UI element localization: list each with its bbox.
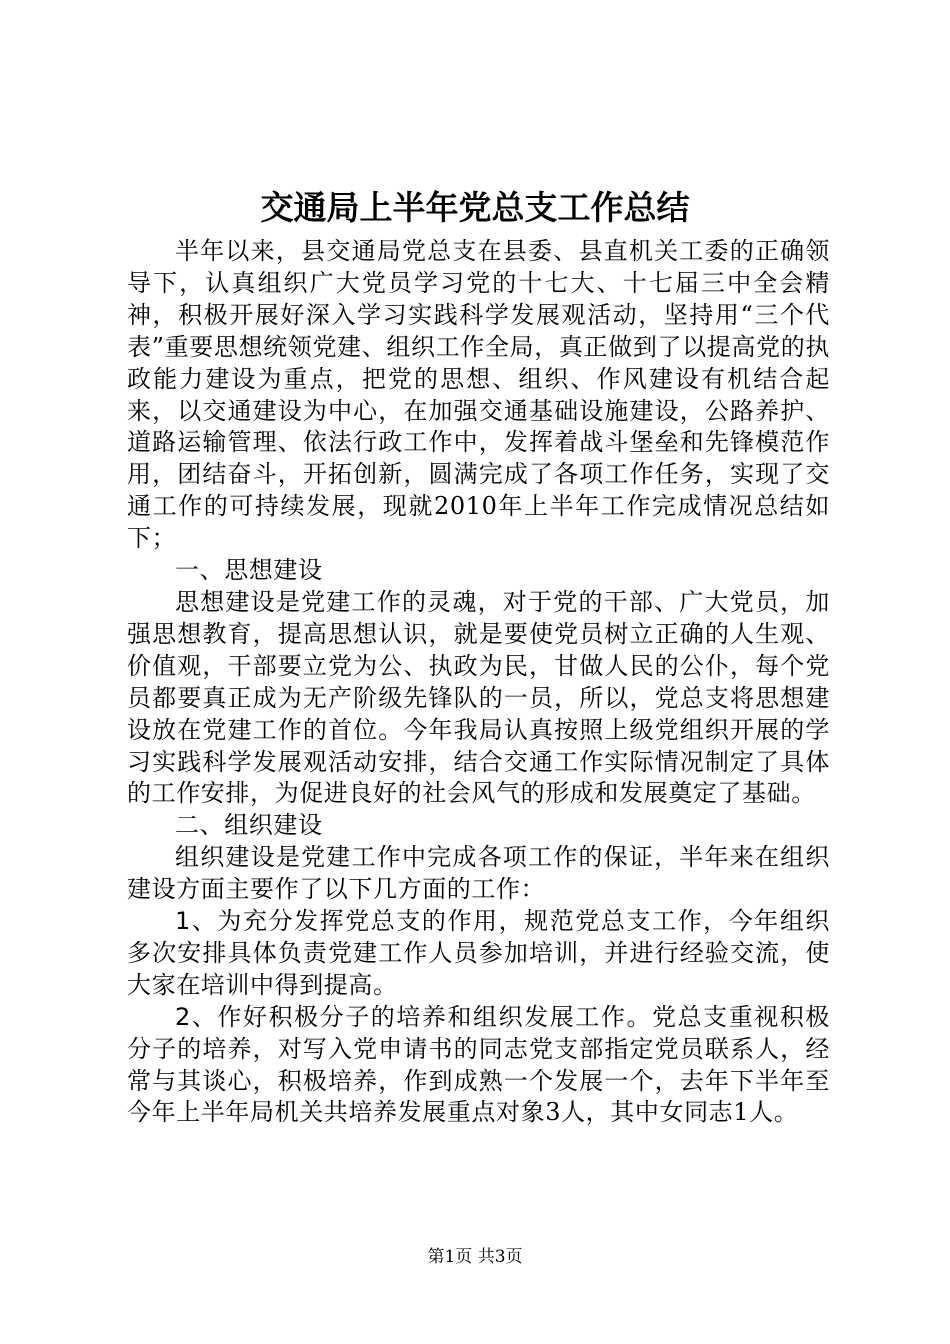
document-title: 交通局上半年党总支工作总结 [260,188,690,227]
section-paragraph-organization: 组织建设是党建工作中完成各项工作的保证，半年来在组织建设方面主要作了以下几方面的工作： [127,843,830,904]
page-number-footer: 第1页 共3页 [427,1247,523,1267]
list-item-activists-body: 党总支重视积极分子的培养，对写入党申请书的同志党支部指定党员联系人，经常与其谈心，积极培养，作到成熟一个发展一个，去年下半年至今年上半年局机关共培养发展重点对象3人，其中女同志1人。 [127,1002,831,1127]
section-paragraph-ideology: 思想建设是党建工作的灵魂，对于党的干部、广大党员，加强思想教育，提高思想认识，就是要使党员树立正确的人生观、价值观，干部要立党为公、执政为民，甘做人民的公仆，每个党员都要真正成为无产阶级先锋队的一员，所以，党总支将思想建设放在党建工作的首位。今年我局认真按照上级党组织开展的学习实践科学发展观活动安排，结合交通工作实际情况制定了具体的工作安排，为促进良好的社会风气的形成和发展奠定了基础。 [127,587,830,808]
list-item-activists-lead: 2、作好积极分子的培养和组织发展工作。 [175,1002,653,1031]
document-body [127,236,830,1129]
section-heading-organization: 二、组织建设 [175,811,323,840]
list-item-training: 1、为充分发挥党总支的作用，规范党总支工作，今年组织多次安排具体负责党建工作人员参加培训，并进行经验交流，使大家在培训中得到提高。 [127,907,830,999]
intro-paragraph: 半年以来，县交通局党总支在县委、县直机关工委的正确领导下，认真组织广大党员学习党的十七大、十七届三中全会精神，积极开展好深入学习实践科学发展观活动，坚持用“三个代表”重要思想统领党建、组织工作全局，真正做到了以提高党的执政能力建设为重点，把党的思想、组织、作风建设有机结合起来，以交通建设为中心，在加强交通基础设施建设，公路养护、道路运输管理、依法行政工作中，发挥着战斗堡垒和先锋模范作用，团结奋斗，开拓创新，圆满完成了各项工作任务，实现了交通工作的可持续发展，现就2010年上半年工作完成情况总结如下； [127,237,830,553]
list-item-activists [127,1002,830,1130]
section-heading-ideology: 一、思想建设 [175,556,323,585]
